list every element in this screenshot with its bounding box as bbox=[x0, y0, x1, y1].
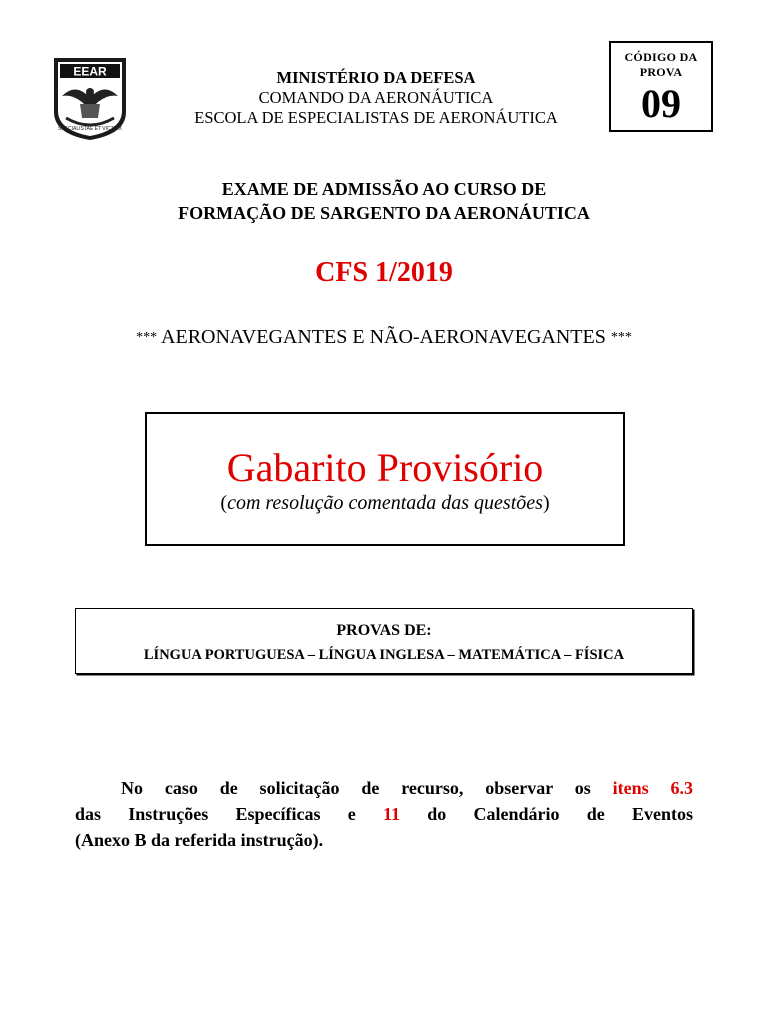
logo-text: EEAR bbox=[73, 64, 107, 79]
cfs-title: CFS 1/2019 bbox=[315, 257, 453, 288]
school-name: ESCOLA DE ESPECIALISTAS DE AERONÁUTICA bbox=[194, 108, 558, 127]
appeal-note bbox=[75, 775, 693, 853]
note-highlight-11: 11 bbox=[382, 804, 400, 824]
gabarito-subtitle-text: com resolução comentada das questões bbox=[227, 492, 543, 514]
ministry-name: MINISTÉRIO DA DEFESA bbox=[276, 68, 476, 87]
stars-left: *** bbox=[136, 330, 158, 345]
exam-title bbox=[0, 177, 768, 225]
note-part2: das Instruções Específicas e bbox=[75, 804, 356, 824]
exam-code-box bbox=[609, 41, 713, 132]
close-paren: ) bbox=[542, 492, 550, 514]
exam-title-line1: EXAME DE ADMISSÃO AO CURSO DE bbox=[221, 179, 547, 199]
provas-subjects: LÍNGUA PORTUGUESA – LÍNGUA INGLESA – MATEMÁTICA – FÍSICA bbox=[143, 647, 625, 663]
gabarito-title: Gabarito Provisório bbox=[226, 445, 544, 490]
gabarito-subtitle bbox=[147, 491, 623, 515]
gabarito-box bbox=[145, 412, 625, 546]
candidate-category bbox=[0, 324, 768, 351]
stars-right: *** bbox=[610, 330, 632, 345]
open-paren: ( bbox=[220, 492, 228, 514]
exam-title-line2: FORMAÇÃO DE SARGENTO DA AERONÁUTICA bbox=[178, 203, 590, 223]
provas-title: PROVAS DE: bbox=[336, 622, 432, 639]
exam-code-label-line2: PROVA bbox=[639, 65, 683, 79]
note-line-3: (Anexo B da referida instrução). bbox=[75, 830, 324, 850]
provas-box bbox=[75, 608, 693, 674]
category-text: AERONAVEGANTES E NÃO-AERONAVEGANTES bbox=[161, 326, 606, 348]
note-line-1 bbox=[75, 775, 693, 801]
institution-header bbox=[140, 68, 612, 128]
exam-code-label bbox=[611, 50, 711, 80]
command-name: COMANDO DA AERONÁUTICA bbox=[258, 88, 494, 107]
note-part1: No caso de solicitação de recurso, observar os bbox=[121, 778, 591, 798]
note-line-2 bbox=[75, 801, 693, 827]
exam-code-value: 09 bbox=[641, 81, 681, 126]
note-highlight-items: itens 6.3 bbox=[612, 778, 693, 798]
logo-motto: SPECIALISTAE ET VICTRIX bbox=[58, 126, 122, 132]
exam-code-label-line1: CÓDIGO DA bbox=[624, 50, 698, 64]
eagle-shield-emblem-icon bbox=[52, 56, 128, 142]
eear-logo bbox=[52, 56, 128, 142]
note-part3: do Calendário de Eventos bbox=[427, 804, 693, 824]
